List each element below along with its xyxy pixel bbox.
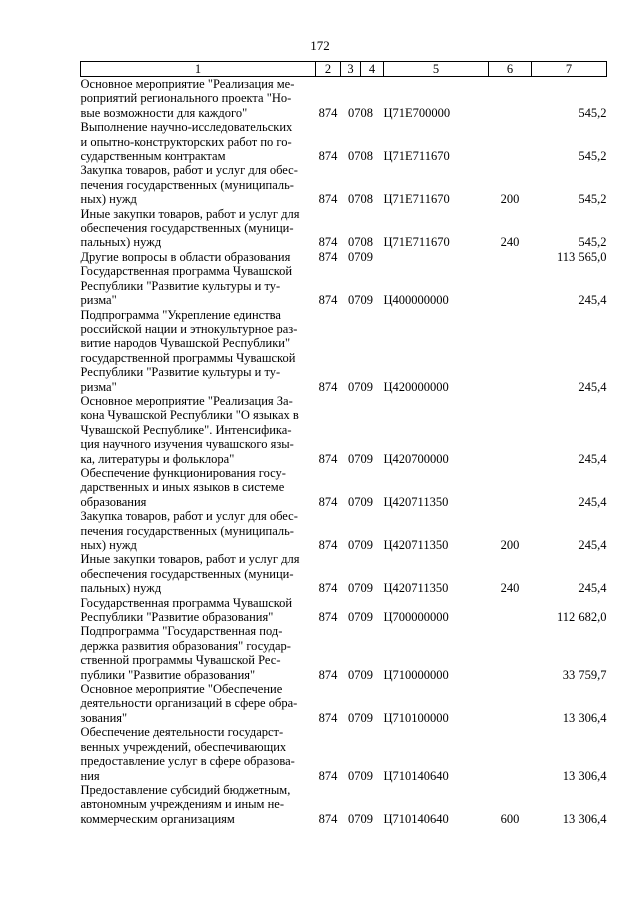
row-description: Иные закупки товаров, работ и услуг для обеспечения государственных (муници- пальных) нужд xyxy=(80,206,300,250)
cell-c5: Ц710100000 xyxy=(383,710,449,725)
cell-c3: 07 xyxy=(348,249,361,264)
row-description: Подпрограмма "Государственная под- держка развития образования" государ- ственной программы Чувашской Рес- публики "Развитие образования" xyxy=(80,624,291,682)
row-description: Государственная программа Чувашской Республики "Развитие культуры и ту- ризма" xyxy=(80,264,293,308)
cell-c6 xyxy=(489,77,532,121)
cell-c7: 13 306,4 xyxy=(562,811,607,826)
cell-c6 xyxy=(489,682,532,725)
cell-c4: 08 xyxy=(360,192,373,207)
cell-c3: 07 xyxy=(348,811,361,826)
table-row xyxy=(81,624,607,682)
budget-table xyxy=(80,61,607,826)
cell-c4: 09 xyxy=(360,293,373,308)
cell-c3: 07 xyxy=(348,494,361,509)
table-row xyxy=(81,207,607,250)
cell-c6 xyxy=(489,264,532,307)
cell-c2: 874 xyxy=(318,610,338,625)
cell-c2: 874 xyxy=(318,235,338,250)
cell-c2: 874 xyxy=(318,811,338,826)
cell-c5: Ц710140640 xyxy=(383,811,449,826)
cell-c4: 08 xyxy=(360,235,373,250)
cell-c5: Ц700000000 xyxy=(383,610,449,625)
cell-c4: 09 xyxy=(360,379,373,394)
cell-c6: 600 xyxy=(500,811,520,826)
cell-c6: 200 xyxy=(500,538,520,552)
cell-c6 xyxy=(489,120,532,163)
table-row xyxy=(81,394,607,466)
cell-c3: 07 xyxy=(348,235,361,250)
cell-c2: 874 xyxy=(318,768,338,783)
table-row xyxy=(81,466,607,509)
cell-c5: Ц420700000 xyxy=(383,451,449,466)
table-row xyxy=(81,163,607,206)
cell-c6 xyxy=(489,596,532,625)
row-description: Обеспечение функционирования госу- дарственных и иных языков в системе образования xyxy=(80,465,286,509)
row-description: Закупка товаров, работ и услуг для обес- печения государственных (муниципаль- ных) нужд xyxy=(80,163,298,207)
cell-c5: Ц710000000 xyxy=(383,667,449,682)
table-row xyxy=(81,725,607,783)
cell-c4: 09 xyxy=(360,667,373,682)
cell-c2: 874 xyxy=(318,249,338,264)
cell-c7: 245,4 xyxy=(578,581,607,596)
cell-c7: 13 306,4 xyxy=(562,710,607,725)
cell-c4: 09 xyxy=(360,581,373,596)
cell-c4: 09 xyxy=(360,768,373,783)
cell-c4: 09 xyxy=(360,710,373,725)
cell-c2: 874 xyxy=(318,105,338,120)
cell-c3: 07 xyxy=(348,293,361,308)
cell-c2: 874 xyxy=(318,293,338,308)
cell-c3: 07 xyxy=(348,451,361,466)
cell-c3: 07 xyxy=(348,667,361,682)
cell-c3: 07 xyxy=(348,149,361,164)
column-header: 4 xyxy=(361,62,384,77)
cell-c7: 545,2 xyxy=(578,235,607,250)
cell-c5 xyxy=(384,250,489,264)
column-header: 5 xyxy=(384,62,489,77)
cell-c5: Ц71Е700000 xyxy=(383,105,451,120)
row-description: Основное мероприятие "Обеспечение деятельности организаций в сфере обра- зования" xyxy=(80,682,298,725)
cell-c2: 874 xyxy=(318,710,338,725)
row-description: Основное мероприятие "Реализация ме- роприятий регионального проекта "Но- вые возможности для каждого" xyxy=(80,77,295,120)
cell-c3: 07 xyxy=(348,538,361,552)
cell-c4: 09 xyxy=(360,494,373,509)
cell-c2: 874 xyxy=(318,451,338,466)
cell-c2: 874 xyxy=(318,149,338,164)
column-header: 1 xyxy=(81,62,316,77)
cell-c4: 09 xyxy=(360,451,373,466)
row-description: Основное мероприятие "Реализация За- кона Чувашской Республики "О языках в Чувашской Республике". Интенсифика- ция научного изучения чувашского язы- ка, литературы и фольклора" xyxy=(80,393,299,466)
cell-c7: 245,4 xyxy=(578,293,607,308)
row-description: Закупка товаров, работ и услуг для обес- печения государственных (муниципаль- ных) нужд xyxy=(80,509,298,552)
table-header-row xyxy=(81,62,607,77)
cell-c3: 07 xyxy=(348,710,361,725)
cell-c6: 240 xyxy=(500,581,520,596)
row-description: Обеспечение деятельности государст- венных учреждений, обеспечивающих предоставление услуг в сфере образова- ния xyxy=(80,725,295,783)
cell-c7: 245,4 xyxy=(578,494,607,509)
cell-c6 xyxy=(489,394,532,466)
table-row xyxy=(81,783,607,826)
cell-c5: Ц71Е711670 xyxy=(383,149,450,164)
cell-c7: 245,4 xyxy=(578,451,607,466)
row-description: Иные закупки товаров, работ и услуг для обеспечения государственных (муници- пальных) нужд xyxy=(80,552,300,596)
row-description: Подпрограмма "Укрепление единства российской нации и этнокультурное раз- витие народов Чувашской Республики" государственной программы Чувашской Республики "Развитие культуры и ту- ризма" xyxy=(80,307,298,394)
cell-c4: 08 xyxy=(360,149,373,164)
table-row xyxy=(81,596,607,625)
cell-c2: 874 xyxy=(318,581,338,596)
cell-c5: Ц420711350 xyxy=(383,494,449,509)
cell-c4: 08 xyxy=(360,105,373,120)
cell-c7: 113 565,0 xyxy=(556,249,607,264)
cell-c2: 874 xyxy=(318,667,338,682)
cell-c6 xyxy=(489,725,532,783)
row-description: Предоставление субсидий бюджетным, автономным учреждениям и иным не- коммерческим организациям xyxy=(80,782,291,826)
cell-c7: 245,4 xyxy=(578,379,607,394)
table-row xyxy=(81,552,607,595)
cell-c3: 07 xyxy=(348,105,361,120)
column-header: 3 xyxy=(341,62,361,77)
cell-c5: Ц710140640 xyxy=(383,768,449,783)
cell-c2: 874 xyxy=(318,192,338,207)
cell-c5: Ц71Е711670 xyxy=(383,192,450,207)
column-header: 2 xyxy=(316,62,341,77)
cell-c4: 09 xyxy=(360,610,373,625)
cell-c6: 200 xyxy=(500,192,520,207)
cell-c3: 07 xyxy=(348,379,361,394)
table-row xyxy=(81,509,607,552)
cell-c6 xyxy=(489,624,532,682)
column-header: 7 xyxy=(532,62,607,77)
cell-c6 xyxy=(489,466,532,509)
cell-c2: 874 xyxy=(318,538,338,552)
cell-c2: 874 xyxy=(318,379,338,394)
cell-c6 xyxy=(489,250,532,264)
cell-c7: 245,4 xyxy=(578,538,607,552)
cell-c4: 09 xyxy=(360,811,373,826)
cell-c5: Ц71Е711670 xyxy=(383,235,450,250)
cell-c7: 545,2 xyxy=(578,192,607,207)
table-row xyxy=(81,264,607,307)
row-description: Государственная программа Чувашской Республики "Развитие образования" xyxy=(80,595,293,625)
cell-c3: 07 xyxy=(348,192,361,207)
cell-c5: Ц400000000 xyxy=(383,293,449,308)
cell-c6: 240 xyxy=(500,235,520,250)
cell-c7: 545,2 xyxy=(578,149,607,164)
cell-c7: 33 759,7 xyxy=(562,667,607,682)
column-header: 6 xyxy=(489,62,532,77)
cell-c5: Ц420711350 xyxy=(383,581,449,596)
cell-c5: Ц420000000 xyxy=(383,379,449,394)
table-row xyxy=(81,682,607,725)
table-row xyxy=(81,250,607,264)
page-number: 172 xyxy=(310,38,330,53)
cell-c7: 112 682,0 xyxy=(556,610,607,625)
cell-c3: 07 xyxy=(348,610,361,625)
table-row xyxy=(81,77,607,121)
cell-c4: 09 xyxy=(360,249,373,264)
row-description: Другие вопросы в области образования xyxy=(80,249,291,264)
cell-c7: 545,2 xyxy=(578,105,607,120)
cell-c2: 874 xyxy=(318,494,338,509)
cell-c6 xyxy=(489,308,532,394)
row-description: Выполнение научно-исследовательских и опытно-конструкторских работ по го- сударственным контрактам xyxy=(80,120,293,164)
cell-c4: 09 xyxy=(360,538,373,552)
cell-c7: 13 306,4 xyxy=(562,768,607,783)
cell-c5: Ц420711350 xyxy=(383,538,449,552)
table-row xyxy=(81,308,607,394)
table-row xyxy=(81,120,607,163)
cell-c3: 07 xyxy=(348,768,361,783)
cell-c3: 07 xyxy=(348,581,361,596)
